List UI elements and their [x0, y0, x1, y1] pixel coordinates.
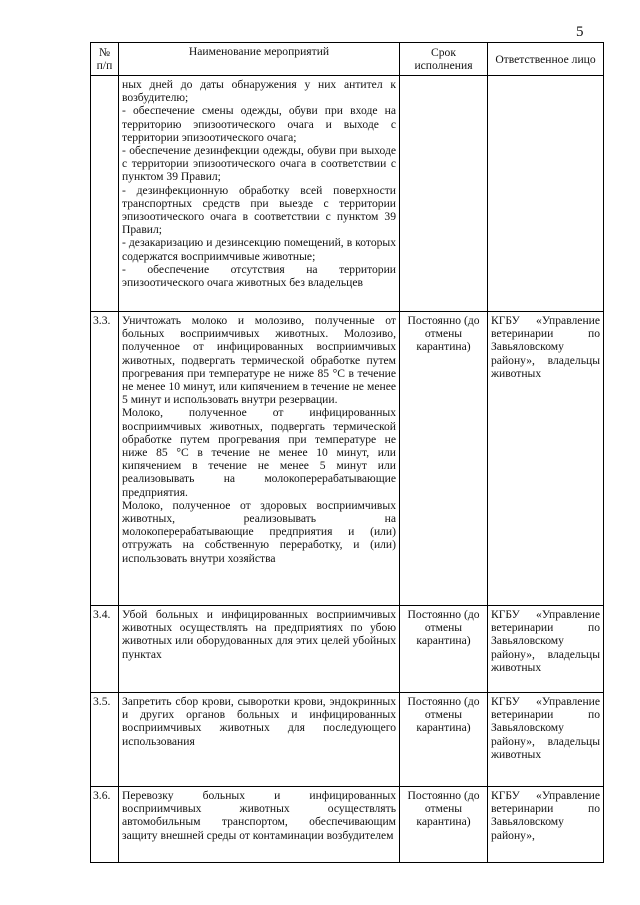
- measure-paragraph: Молоко, полученное от инфицированных восприимчивых животных, подвергать термической обработке путем прогревания при температуре не ниже 85 °С в течение не менее 10 минут, или кипячением в течение не менее 5 минут или реализовывать на молокоперерабатывающие предприятия.: [122, 406, 396, 499]
- table-row: [91, 606, 604, 693]
- measure-paragraph: - обеспечение смены одежды, обуви при входе на территорию эпизоотического очага и выходе с территории эпизоотического очага;: [122, 104, 396, 144]
- measures-table: [90, 42, 604, 863]
- measure-paragraph: Запретить сбор крови, сыворотки крови, эндокринных и других органов больных и инфицированных восприимчивых животных для последующего использования: [122, 695, 396, 748]
- measure-paragraph: Убой больных и инфицированных восприимчивых животных осуществлять на предприятиях по убою животных или оборудованных для этих целей убойных пунктах: [122, 608, 396, 661]
- table-row: [91, 787, 604, 863]
- table-header-row: [91, 43, 604, 76]
- header-num: № п/п: [91, 43, 119, 76]
- table-row: [91, 312, 604, 606]
- row-measure: [119, 312, 400, 606]
- row-number: 3.5.: [91, 693, 119, 787]
- row-number: 3.6.: [91, 787, 119, 863]
- row-responsible: КГБУ «Управление ветеринарии по Завьяловскому району»,: [488, 787, 604, 863]
- page-number: 5: [576, 24, 584, 40]
- header-responsible: Ответственное лицо: [488, 43, 604, 76]
- row-responsible: [488, 76, 604, 312]
- table-row: [91, 693, 604, 787]
- header-term: Срок исполнения: [400, 43, 488, 76]
- row-measure: [119, 693, 400, 787]
- row-term: [400, 76, 488, 312]
- measure-paragraph: - обеспечение отсутствия на территории эпизоотического очага животных без владельцев: [122, 262, 396, 290]
- row-responsible: КГБУ «Управление ветеринарии по Завьяловскому району», владельцы животных: [488, 606, 604, 693]
- row-number: 3.3.: [91, 312, 119, 606]
- row-responsible: КГБУ «Управление ветеринарии по Завьяловскому району», владельцы животных: [488, 312, 604, 606]
- row-measure: [119, 787, 400, 863]
- measure-paragraph: ных дней до даты обнаружения у них антител к возбудителю;: [122, 78, 396, 105]
- row-measure: [119, 606, 400, 693]
- measure-paragraph: Молоко, полученное от здоровых восприимчивых животных, реализовывать на молокоперерабатывающие предприятия и (или) отгружать на собственную переработку, и (или) использовать внутри хозяйства: [122, 498, 396, 565]
- table-row: [91, 76, 604, 312]
- row-term: Постоянно (до отмены карантина): [400, 787, 488, 863]
- row-term: Постоянно (до отмены карантина): [400, 312, 488, 606]
- row-term: Постоянно (до отмены карантина): [400, 606, 488, 693]
- measure-paragraph: - дезакаризацию и дезинсекцию помещений, в которых содержатся восприимчивые животные;: [122, 236, 396, 263]
- row-responsible: КГБУ «Управление ветеринарии по Завьяловскому району», владельцы животных: [488, 693, 604, 787]
- measure-paragraph: Перевозку больных и инфицированных восприимчивых животных осуществлять автомобильным транспортом, обеспечивающим защиту внешней среды от контаминации возбудителем: [122, 789, 396, 842]
- row-number: [91, 76, 119, 312]
- measure-paragraph: - дезинфекционную обработку всей поверхности транспортных средств при выезде с территории эпизоотического очага в соответствии с пунктом 39 Правил;: [122, 183, 396, 237]
- measure-paragraph: - обеспечение дезинфекции одежды, обуви при выходе с территории эпизоотического очага в соответствии с пунктом 39 Правил;: [122, 144, 396, 184]
- row-term: Постоянно (до отмены карантина): [400, 693, 488, 787]
- row-measure: [119, 76, 400, 312]
- measure-paragraph: Уничтожать молоко и молозиво, полученные от больных восприимчивых животных. Молозиво, полученное от инфицированных восприимчивых животных, подвергать термической обработке путем прогревания при температуре не ниже 85 °С в течение не менее 10 минут, или кипячением в течение не менее 5 минут и использовать внутри резервации.: [122, 314, 396, 407]
- row-number: 3.4.: [91, 606, 119, 693]
- header-name: Наименование мероприятий: [119, 43, 400, 76]
